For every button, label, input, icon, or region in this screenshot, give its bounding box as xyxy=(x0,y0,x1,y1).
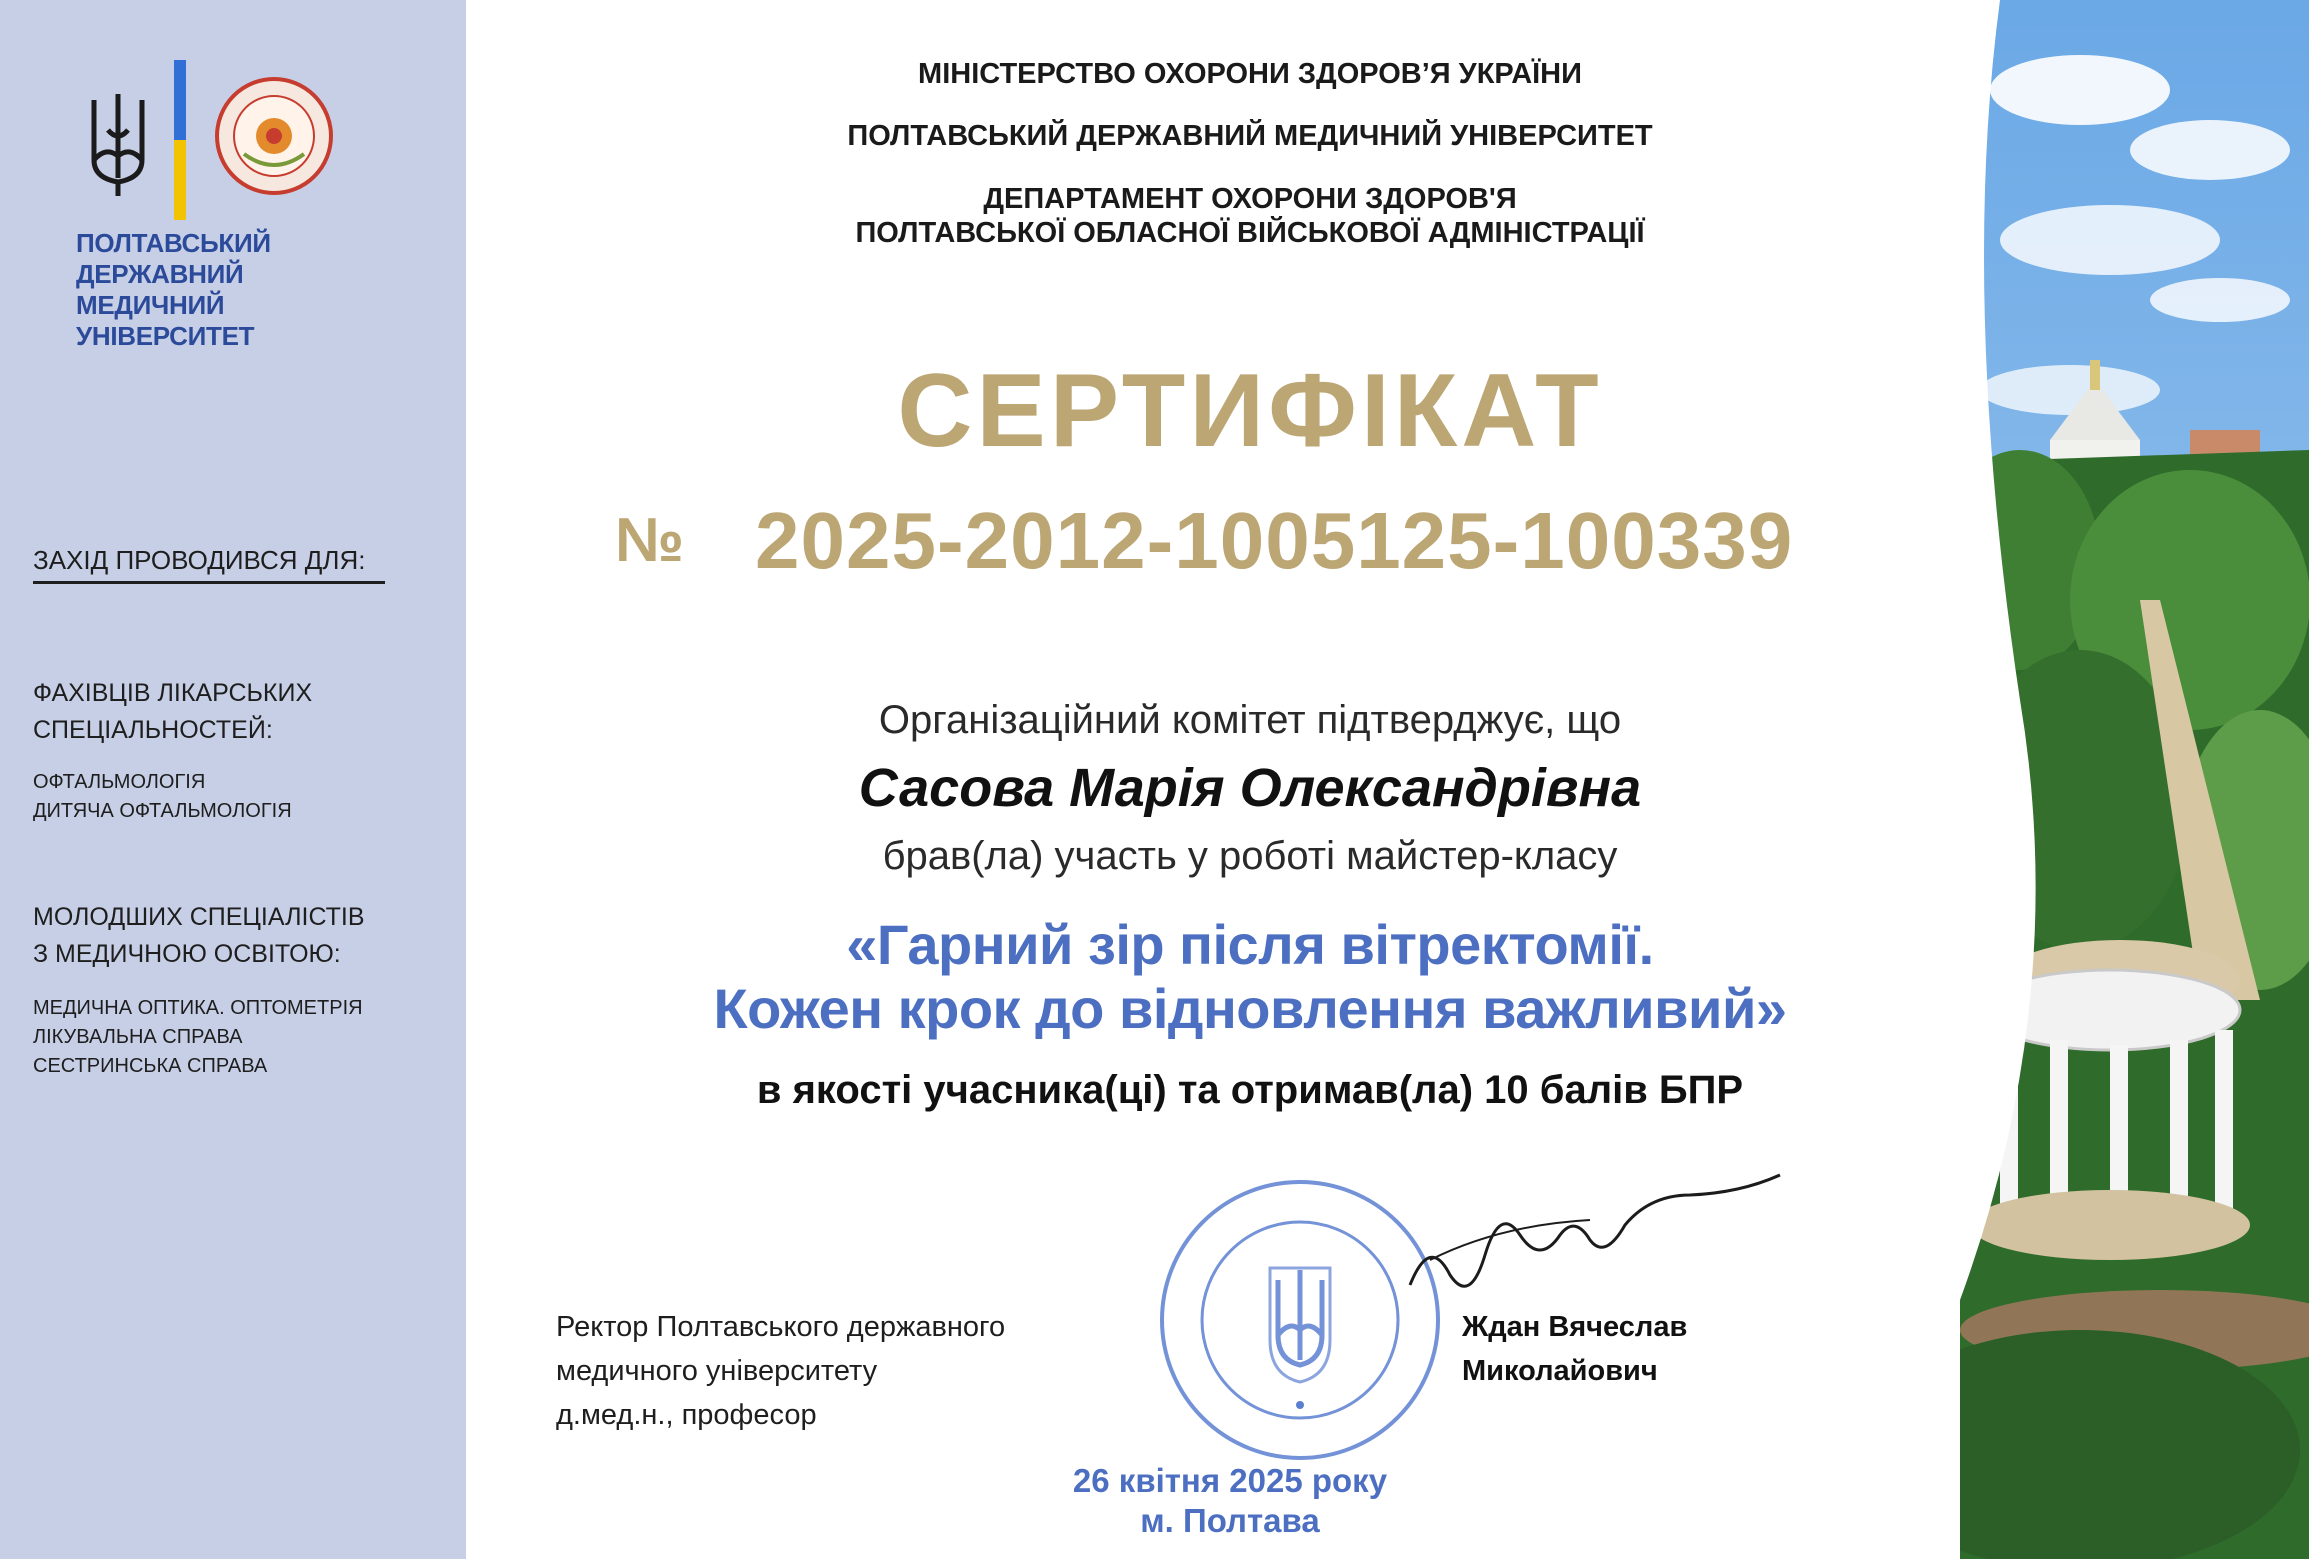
issue-date: 26 квітня 2025 року xyxy=(1072,1462,1388,1499)
poltava-park-photo xyxy=(1960,0,2309,1559)
topic-line-2: Кожен крок до відновлення важливий» xyxy=(713,977,1787,1040)
certificate-number: 2025-2012-1005125-100339 xyxy=(755,496,1794,585)
rector-title: Ректор Полтавського державного медичного університету д.мед.н., професор xyxy=(556,1311,1006,1431)
university-seal-icon xyxy=(214,76,334,196)
certificate-title: СЕРТИФІКАТ xyxy=(897,353,1603,469)
ministry-title: МІНІСТЕРСТВО ОХОРОНИ ЗДОРОВ’Я УКРАЇНИ xyxy=(918,58,1582,90)
role-text: в якості учасника(ці) та отримав(ла) 10 балів БПР xyxy=(756,1068,1744,1112)
event-for-label: ЗАХІД ПРОВОДИВСЯ ДЛЯ: xyxy=(33,545,366,575)
group2-items xyxy=(33,994,363,1081)
list-item: ЛІКУВАЛЬНА СПРАВА xyxy=(33,1026,243,1048)
list-item: ОФТАЛЬМОЛОГІЯ xyxy=(33,771,206,793)
issue-city: м. Полтава xyxy=(1140,1502,1320,1539)
list-item: СЕСТРИНСЬКА СПРАВА xyxy=(33,1055,268,1077)
group1-heading: ФАХІВЦІВ ЛІКАРСЬКИХ СПЕЦІАЛЬНОСТЕЙ: xyxy=(33,679,313,744)
trident-icon xyxy=(88,90,148,200)
university-name: ПОЛТАВСЬКИЙ ДЕРЖАВНИЙ МЕДИЧНИЙ УНІВЕРСИТЕТ xyxy=(76,228,271,351)
topic-line-1: «Гарний зір після вітректомії. xyxy=(846,913,1654,976)
department-title: ДЕПАРТАМЕНТ ОХОРОНИ ЗДОРОВ'Я ПОЛТАВСЬКОЇ ОБЛАСНОЇ ВІЙСЬКОВОЇ АДМІНІСТРАЦІЇ xyxy=(855,183,1645,249)
university-title: ПОЛТАВСЬКИЙ ДЕРЖАВНИЙ МЕДИЧНИЙ УНІВЕРСИТЕТ xyxy=(847,120,1653,152)
confirm-text: Організаційний комітет підтверджує, що xyxy=(878,698,1622,742)
participant-name: Сасова Марія Олександрівна xyxy=(858,758,1642,818)
list-item: МЕДИЧНА ОПТИКА. ОПТОМЕТРІЯ xyxy=(33,997,363,1019)
signer-name: Ждан Вячеслав Миколайович xyxy=(1462,1311,1688,1387)
sidebar xyxy=(0,0,466,1559)
divider xyxy=(33,581,385,584)
group1-items xyxy=(33,768,292,826)
list-item: ДИТЯЧА ОФТАЛЬМОЛОГІЯ xyxy=(33,800,292,822)
signature-icon xyxy=(1390,1165,1790,1315)
number-sign: № xyxy=(615,506,685,575)
group2-heading: МОЛОДШИХ СПЕЦІАЛІСТІВ З МЕДИЧНОЮ ОСВІТОЮ: xyxy=(33,903,365,968)
flag-bar xyxy=(174,60,186,220)
logo-row xyxy=(78,60,378,220)
participation-text: брав(ла) участь у роботі майстер-класу xyxy=(882,834,1618,878)
